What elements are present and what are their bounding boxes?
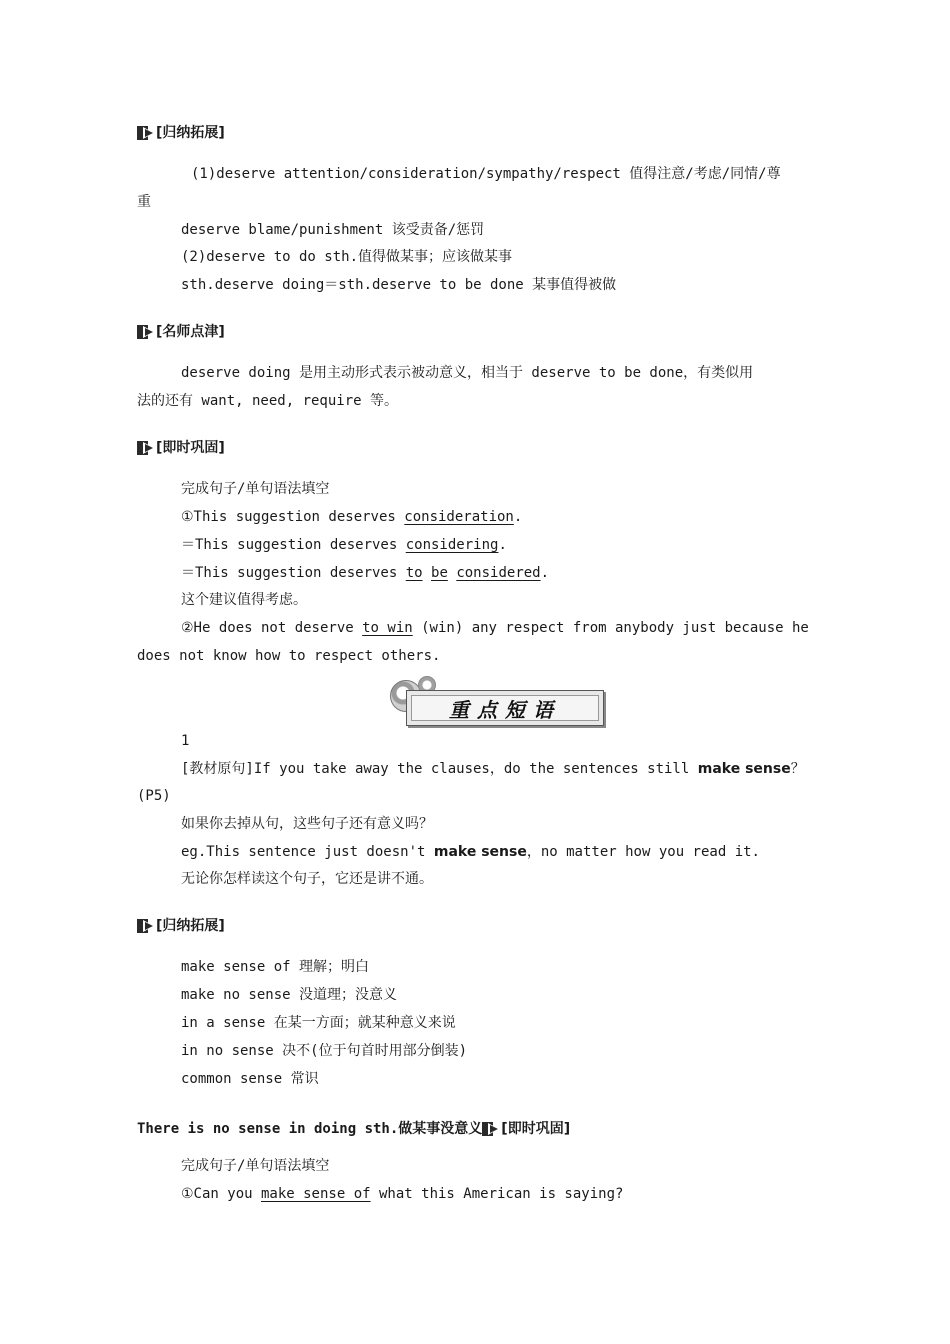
play-triangle-icon xyxy=(482,1122,500,1136)
text-line: deserve doing 是用主动形式表示被动意义，相当于 deserve to be done，有类似用 xyxy=(181,365,754,381)
section-header-teacher-tips xyxy=(137,322,225,342)
exercise-line xyxy=(181,507,522,527)
answer-blank: to xyxy=(405,565,423,581)
text-line: 无论你怎样读这个句子，它还是讲不通。 xyxy=(181,871,433,887)
section-title: [归纳拓展] xyxy=(156,125,225,141)
answer-blank: considering xyxy=(405,537,499,553)
text-line: (P5) xyxy=(137,788,171,804)
text-line: common sense 常识 xyxy=(181,1071,319,1087)
section-title: [即时巩固] xyxy=(156,440,225,456)
exercise-text: ＝This suggestion deserves xyxy=(181,537,406,553)
text-span: ，no matter how you read it. xyxy=(526,844,760,860)
exercise-line xyxy=(181,563,549,583)
text-line: does not know how to respect others. xyxy=(137,648,441,664)
banner-plate xyxy=(406,690,604,726)
section-title: [即时巩固] xyxy=(501,1121,571,1137)
answer-blank: considered xyxy=(456,565,541,581)
text-line xyxy=(181,842,760,862)
section-header-induction xyxy=(137,916,225,936)
answer-blank: be xyxy=(431,565,448,581)
text-line xyxy=(181,759,805,779)
exercise-text: ①Can you xyxy=(181,1186,261,1202)
exercise-line xyxy=(181,535,507,555)
exercise-text: . xyxy=(498,537,507,553)
exercise-line xyxy=(181,1184,623,1204)
key-phrase: make sense xyxy=(433,844,527,860)
lead-text: There is no sense in doing sth.做某事没意义 xyxy=(137,1121,483,1137)
exercise-text: ②He does not deserve xyxy=(181,620,363,636)
text-line: (2)deserve to do sth.值得做某事；应该做某事 xyxy=(181,249,513,265)
section-header-induction xyxy=(137,123,225,143)
text-line: 这个建议值得考虑。 xyxy=(181,592,307,608)
text-line: deserve blame/punishment 该受责备/惩罚 xyxy=(181,222,485,238)
text-line: 法的还有 want, need, require 等。 xyxy=(137,393,399,409)
text-line: make sense of 理解；明白 xyxy=(181,959,370,975)
answer-blank: consideration xyxy=(404,509,514,525)
section-title: [名师点津] xyxy=(156,324,225,340)
section-title: [归纳拓展] xyxy=(156,918,225,934)
text-line: sth.deserve doing＝sth.deserve to be done 某事值得被做 xyxy=(181,277,617,293)
text-line: (1)deserve attention/consideration/sympathy/respect 值得注意/考虑/同情/尊 xyxy=(191,166,781,182)
banner-title: 重点短语 xyxy=(449,697,561,722)
text-line: 如果你去掉从句，这些句子还有意义吗？ xyxy=(181,816,433,832)
text-span: ？ xyxy=(790,761,805,777)
text-line: 完成句子/单句语法填空 xyxy=(181,481,330,497)
text-line: 完成句子/单句语法填空 xyxy=(181,1158,330,1174)
text-line: in a sense 在某一方面；就某种意义来说 xyxy=(181,1015,456,1031)
exercise-text: what this American is saying? xyxy=(370,1186,624,1202)
answer-blank: make sense of xyxy=(260,1186,371,1202)
text-line: make no sense 没道理；没意义 xyxy=(181,987,398,1003)
play-triangle-icon xyxy=(137,441,155,455)
key-phrases-banner xyxy=(390,676,604,726)
play-triangle-icon xyxy=(137,126,155,140)
exercise-line xyxy=(181,618,809,638)
exercise-text: . xyxy=(540,565,550,581)
key-phrase: make sense xyxy=(697,761,791,777)
text-line: 重 xyxy=(137,194,151,210)
section-header-practice xyxy=(137,1119,570,1139)
exercise-text: . xyxy=(513,509,523,525)
exercise-text: ①This suggestion deserves xyxy=(181,509,405,525)
text-span: [教材原句]If you take away the clauses，do the sentences still xyxy=(181,761,698,777)
exercise-text: ＝This suggestion deserves xyxy=(181,565,406,581)
answer-blank: to win xyxy=(362,620,413,636)
text-span: eg.This sentence just doesn't xyxy=(181,844,434,860)
exercise-text: (win) any respect from anybody just because he xyxy=(412,620,809,636)
text-line: in no sense 决不(位于句首时用部分倒装) xyxy=(181,1043,468,1059)
play-triangle-icon xyxy=(137,919,155,933)
section-header-practice xyxy=(137,438,225,458)
play-triangle-icon xyxy=(137,325,155,339)
item-number: 1 xyxy=(181,733,190,749)
